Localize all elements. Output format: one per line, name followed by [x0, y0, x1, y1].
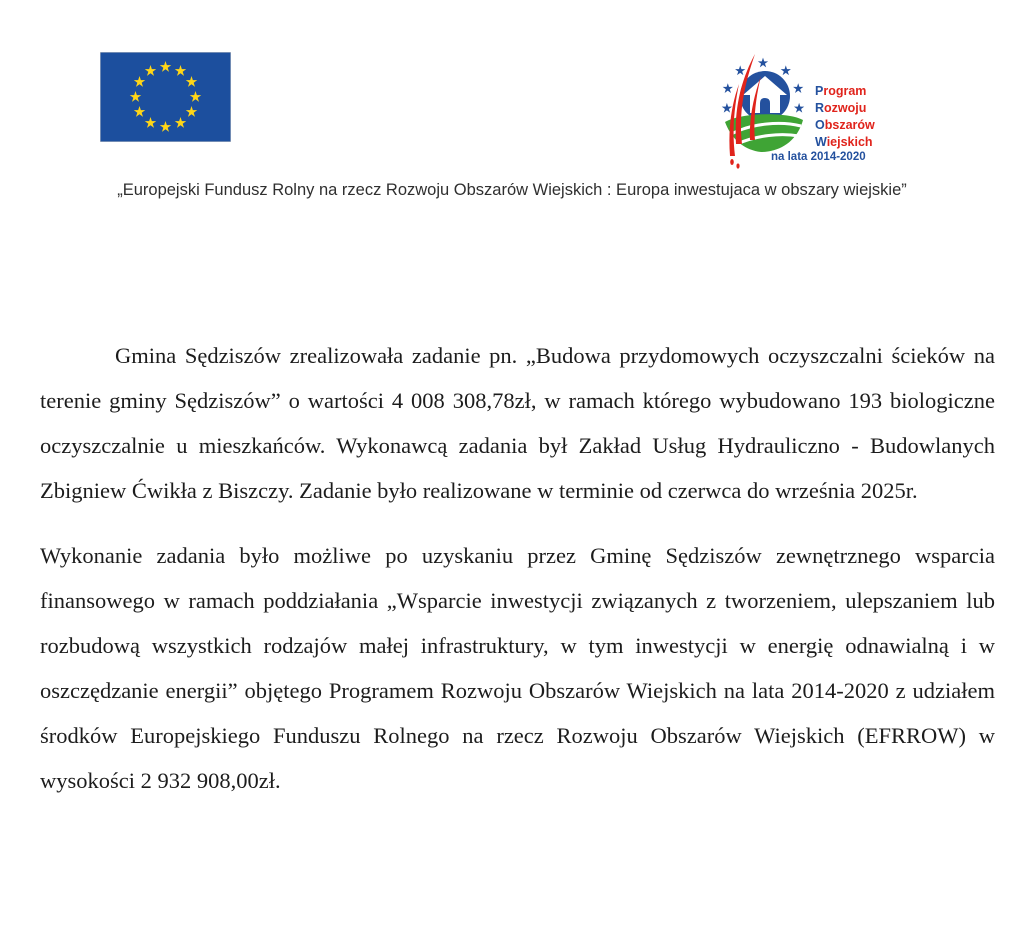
prow-word-rest: bszarów — [824, 118, 875, 132]
prow-word-program — [815, 83, 875, 100]
prow-word-rest: ozwoju — [824, 101, 867, 115]
paragraph-funding-details: Wykonanie zadania było możliwe po uzyskaniu przez Gminę Sędziszów zewnętrznego wsparcia finansowego w ramach poddziałania „Wsparcie inwestycji związanych z tworzeniem, ulepszaniem lub rozbudową wszystkich rodzajów małej infrastruktury, w tym inwestycji w energię odnawialną i w oszczędzanie energii” objętego Programem Rozwoju Obszarów Wiejskich na lata 2014-2020 z udziałem środków Europejskiego Funduszu Rolnego na rzecz Rozwoju Obszarów Wiejskich (EFRROW) w wysokości 2 932 908,00zł. — [40, 543, 995, 793]
prow-word-wiejskich — [815, 134, 875, 151]
prow-logo-wordmark — [815, 83, 875, 151]
prow-word-obszarow — [815, 117, 875, 134]
document-header — [0, 0, 1024, 175]
prow-word-rozwoju — [815, 100, 875, 117]
eu-flag-logo — [100, 52, 231, 142]
paragraph-project-description: Gmina Sędziszów zrealizowała zadanie pn. „Budowa przydomowych oczyszczalni ścieków na terenie gminy Sędziszów” o wartości 4 008 308,78zł, w ramach którego wybudowano 193 biologiczne oczyszczalnie u mieszkańców. Wykonawcą zadania był Zakład Usług Hydrauliczno - Budowlanych Zbigniew Ćwikła z Biszczy. Zadanie było realizowane w terminie od czerwca do września 2025r. — [40, 343, 995, 503]
funding-caption: „Europejski Fundusz Rolny na rzecz Rozwoju Obszarów Wiejskich : Europa inwestujaca w obszary wiejskie” — [117, 181, 907, 199]
prow-word-rest: iejskich — [826, 135, 873, 149]
prow-word-initial: R — [815, 101, 825, 115]
eu-flag-icon — [100, 52, 231, 142]
prow-word-initial: O — [815, 118, 825, 132]
prow-word-rest: rogram — [823, 84, 867, 98]
document-body — [40, 333, 995, 803]
prow-word-initial: W — [815, 135, 827, 149]
prow-logo — [703, 50, 913, 172]
prow-logo-years: na lata 2014-2020 — [771, 151, 866, 163]
prow-word-initial: P — [815, 84, 824, 98]
